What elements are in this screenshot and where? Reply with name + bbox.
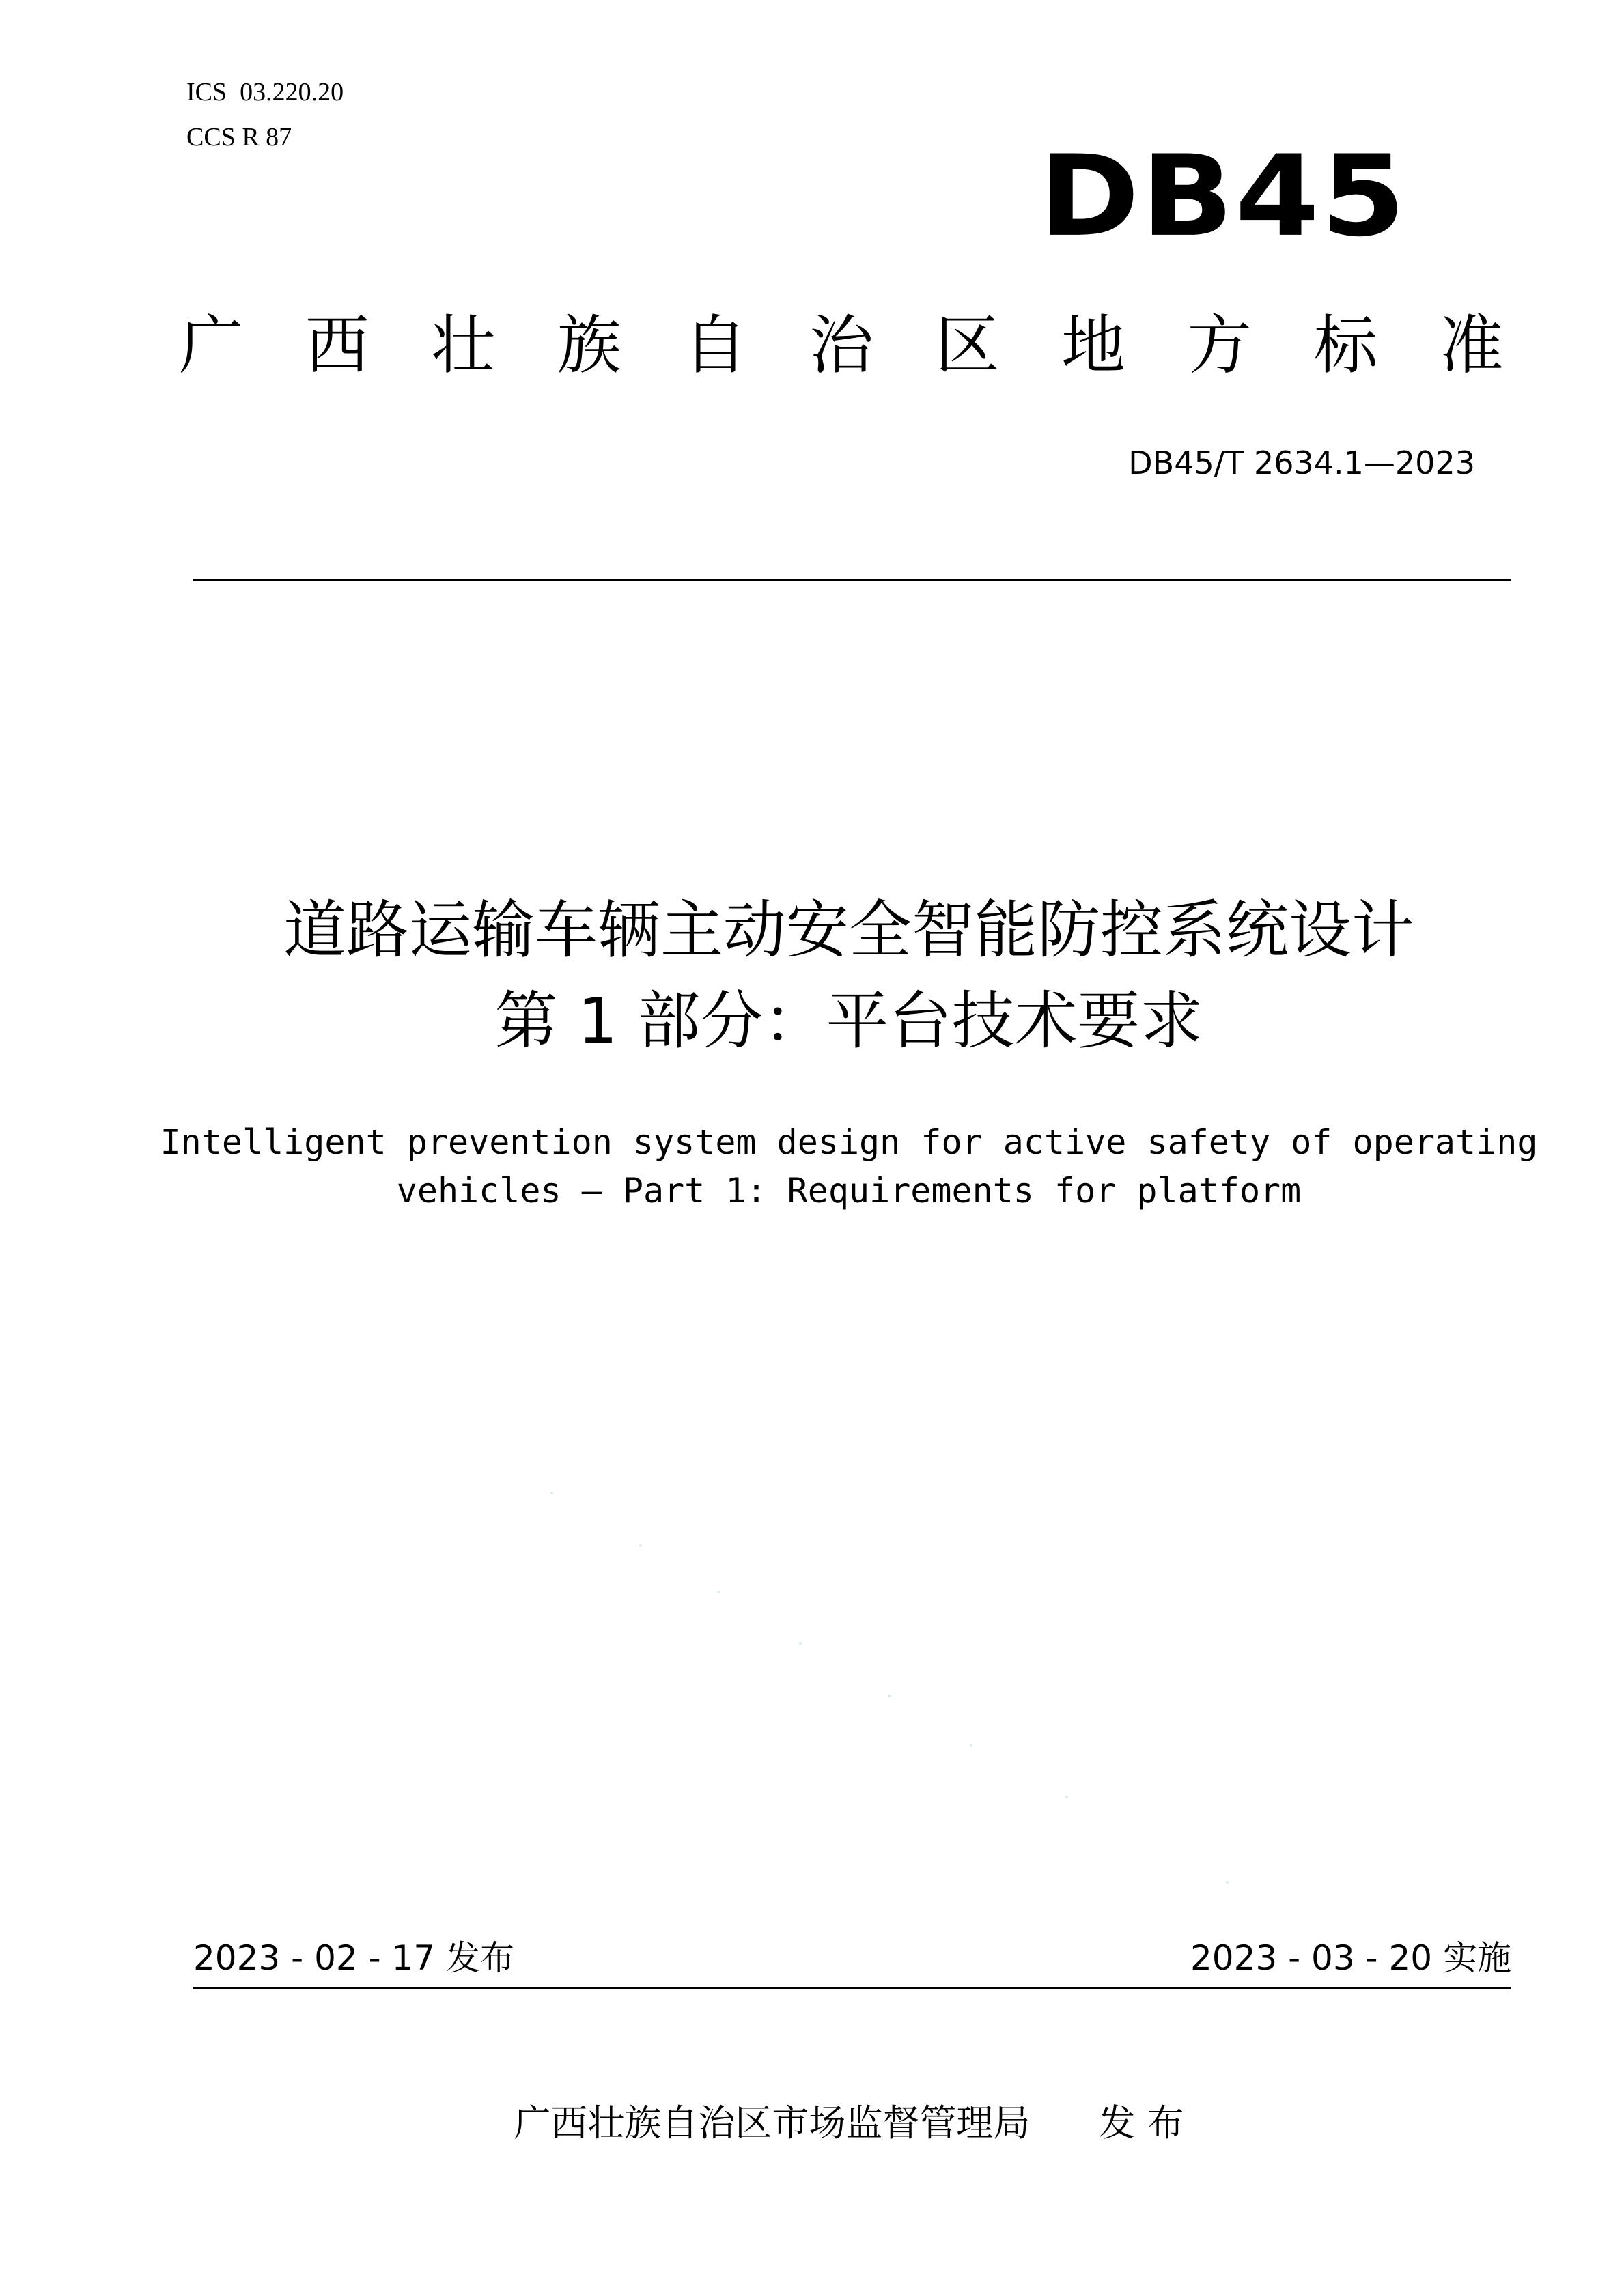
standard-number: DB45/T 2634.1—2023 — [1128, 444, 1475, 481]
standard-type-char: 方 — [1187, 309, 1252, 383]
standard-type-char: 族 — [557, 309, 621, 383]
standard-type-char: 区 — [935, 309, 1000, 383]
ccs-code: CCS R 87 — [186, 123, 292, 152]
db45-logo: DB45 — [1038, 131, 1407, 261]
standard-type-char: 自 — [683, 309, 748, 383]
publish-label: 发 布 — [1098, 2101, 1184, 2144]
standard-type-char: 治 — [809, 309, 873, 383]
implementation-date: 2023 - 03 - 20 实施 — [1190, 1938, 1511, 1978]
standard-type-char: 壮 — [431, 309, 496, 383]
standard-type-char: 西 — [305, 309, 369, 383]
standard-type-heading — [179, 309, 1504, 384]
top-divider — [193, 579, 1511, 581]
publisher-line — [125, 2099, 1573, 2147]
issue-date: 2023 - 02 - 17 发布 — [193, 1938, 515, 1978]
title-english-line-1: Intelligent prevention system design for active safety of operating — [160, 1122, 1538, 1162]
ics-code: ICS 03.220.20 — [186, 78, 344, 107]
title-english-line-2: vehicles — Part 1: Requirements for platform — [396, 1171, 1302, 1210]
bottom-divider — [193, 1987, 1511, 1989]
standard-type-char: 准 — [1439, 309, 1504, 383]
title-chinese-line-2: 第 1 部分：平台技术要求 — [494, 984, 1203, 1058]
standard-type-char: 广 — [179, 309, 244, 383]
publisher-name: 广西壮族自治区市场监督管理局 — [514, 2101, 1031, 2144]
standard-type-char: 标 — [1313, 309, 1378, 383]
standard-type-char: 地 — [1061, 309, 1126, 383]
title-chinese-line-1: 道路运输车辆主动安全智能防控系统设计 — [283, 894, 1414, 967]
